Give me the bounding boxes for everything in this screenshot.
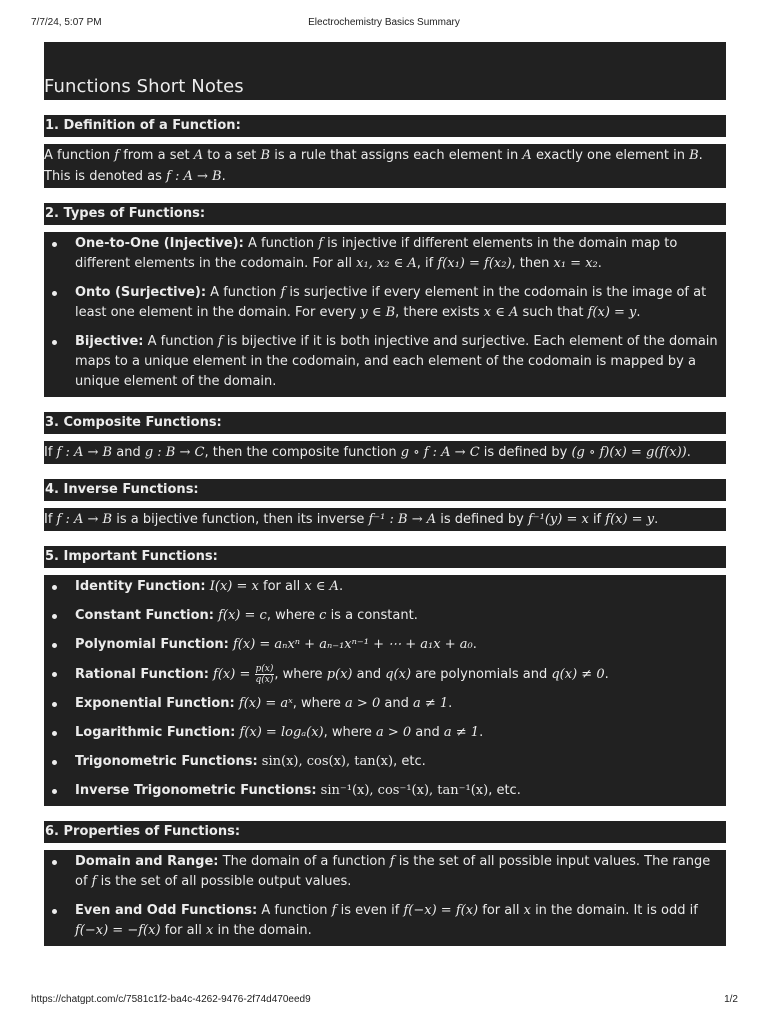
list-item: [44, 635, 722, 655]
item-label: Bijective:: [75, 334, 144, 349]
math: f(x) =: [213, 667, 255, 682]
text: .: [472, 637, 477, 652]
text: The domain of a function: [218, 854, 390, 869]
math: f(x) = aˣ: [238, 696, 293, 711]
print-url: https://chatgpt.com/c/7581c1f2-ba4c-4262-9476-2f74d470eed9: [31, 994, 311, 1005]
text: , etc.: [393, 754, 426, 769]
math: a > 0: [345, 696, 381, 711]
fraction-numerator: p(x): [255, 664, 274, 674]
text: , there exists: [395, 305, 484, 320]
math: f : A → B: [166, 169, 222, 184]
inverse-paragraph: [44, 508, 726, 531]
print-footer: [0, 994, 768, 1008]
math: x₁, x₂ ∈ A: [356, 256, 417, 271]
math: x₁ = x₂: [553, 256, 598, 271]
text: .: [597, 256, 602, 271]
math: I(x) = x: [209, 579, 259, 594]
math: g ∘ f : A → C: [400, 445, 480, 460]
math: sin⁻¹(x), cos⁻¹(x), tan⁻¹(x): [320, 783, 489, 798]
math: f(x) = y: [587, 305, 637, 320]
math: x: [205, 923, 214, 938]
item-label: Polynomial Function:: [75, 637, 229, 652]
composite-paragraph: [44, 441, 726, 464]
math: B: [689, 148, 699, 163]
text: A function: [243, 236, 319, 251]
item-label: One-to-One (Injective):: [75, 236, 244, 251]
text: A function: [44, 148, 115, 163]
math: (g ∘ f)(x) = g(f(x)): [571, 445, 687, 460]
print-page-number: 1/2: [724, 994, 738, 1005]
item-label: Trigonometric Functions:: [75, 754, 258, 769]
text: is a bijective function, then its inverse: [112, 512, 369, 527]
text: is even if: [336, 903, 404, 918]
math: q(x) ≠ 0: [551, 667, 605, 682]
text: .: [654, 512, 659, 527]
text: is the set of all possible output values.: [96, 874, 352, 889]
text: , if: [416, 256, 438, 271]
text: , where: [292, 696, 346, 711]
text: A function: [143, 334, 218, 349]
math: a > 0: [375, 725, 412, 740]
list-item: [44, 283, 722, 323]
print-title: Electrochemistry Basics Summary: [308, 17, 460, 28]
math: f(−x) = −f(x): [75, 923, 161, 938]
math: c: [319, 608, 327, 623]
math: f(x) = y: [605, 512, 655, 527]
text: , where: [323, 725, 376, 740]
text: from a set: [119, 148, 194, 163]
item-label: Identity Function:: [75, 579, 206, 594]
math: a ≠ 1: [412, 696, 449, 711]
item-label: Exponential Function:: [75, 696, 235, 711]
section-heading-composite: 3. Composite Functions:: [44, 412, 726, 434]
math: A: [522, 148, 532, 163]
text: and: [380, 696, 413, 711]
math: x ∈ A: [304, 579, 339, 594]
title-block: [44, 42, 726, 100]
text: are polynomials and: [411, 667, 552, 682]
text: for all: [258, 579, 305, 594]
important-functions-list: [44, 575, 726, 806]
list-item: [44, 694, 722, 714]
text: is a constant.: [326, 608, 418, 623]
list-item: [44, 234, 722, 274]
text: . This is denoted as: [44, 148, 703, 184]
text: If: [44, 512, 57, 527]
text: .: [338, 579, 344, 594]
math: y ∈ B: [360, 305, 396, 320]
fraction-denominator: q(x): [255, 675, 274, 685]
text: for all: [478, 903, 524, 918]
print-header: [0, 17, 768, 31]
list-item: [44, 901, 722, 941]
page-title: Functions Short Notes: [44, 76, 244, 97]
section-heading-inverse: 4. Inverse Functions:: [44, 479, 726, 501]
text: in the domain. It is odd if: [530, 903, 698, 918]
text: .: [479, 725, 484, 740]
list-item: [44, 723, 722, 743]
text: A function: [257, 903, 332, 918]
text: is a rule that assigns each element in: [270, 148, 523, 163]
item-label: Onto (Surjective):: [75, 285, 207, 300]
item-label: Inverse Trigonometric Functions:: [75, 783, 317, 798]
text: is injective if different elements in the domain map to different elements in the codomain. For all: [75, 236, 678, 271]
math: f : A → B: [56, 445, 113, 460]
section-heading-properties: 6. Properties of Functions:: [44, 821, 726, 843]
list-item: [44, 332, 722, 392]
section-heading-important: 5. Important Functions:: [44, 546, 726, 568]
text: .: [448, 696, 453, 711]
math: a ≠ 1: [443, 725, 480, 740]
math: B: [260, 148, 271, 163]
math: f⁻¹ : B → A: [368, 512, 437, 527]
math: f(x) = aₙxⁿ + aₙ₋₁xⁿ⁻¹ + ⋯ + a₁x + a₀: [232, 637, 473, 652]
print-datetime: 7/7/24, 5:07 PM: [31, 17, 102, 28]
text: If: [44, 445, 57, 460]
text: if: [588, 512, 606, 527]
math: f: [114, 148, 120, 163]
item-label: Domain and Range:: [75, 854, 219, 869]
text: is surjective if every element in the codomain is the image of at least one element in the domain. For every: [75, 285, 707, 320]
list-item: [44, 852, 722, 892]
text: .: [221, 169, 226, 184]
math: f(x₁) = f(x₂): [437, 256, 512, 271]
math: p(x): [326, 667, 353, 682]
math: A: [193, 148, 204, 163]
text: , then: [511, 256, 554, 271]
text: is defined by: [436, 512, 528, 527]
text: exactly one element in: [531, 148, 690, 163]
item-label: Constant Function:: [75, 608, 214, 623]
text: for all: [160, 923, 206, 938]
text: is defined by: [479, 445, 572, 460]
list-item: [44, 606, 722, 626]
definition-paragraph: [44, 144, 726, 188]
text: .: [636, 305, 641, 320]
text: , then the composite function: [204, 445, 401, 460]
properties-list: [44, 850, 726, 946]
list-item: [44, 752, 722, 772]
math: f: [318, 236, 324, 251]
list-item: [44, 781, 722, 801]
text: is the set of all possible input values. The range of: [75, 854, 711, 889]
text: in the domain.: [213, 923, 312, 938]
text: .: [604, 667, 609, 682]
text: such that: [518, 305, 588, 320]
math: f: [280, 285, 286, 300]
text: and: [352, 667, 386, 682]
math: f(x) = logₐ(x): [239, 725, 324, 740]
section-heading-types: 2. Types of Functions:: [44, 203, 726, 225]
text: and: [112, 445, 145, 460]
text: , where: [274, 667, 327, 682]
fraction: [255, 664, 275, 685]
math: f: [217, 334, 223, 349]
section-heading-definition: 1. Definition of a Function:: [44, 115, 726, 137]
list-item: [44, 664, 722, 685]
math: q(x): [385, 667, 412, 682]
types-list: [44, 232, 726, 397]
math: x ∈ A: [483, 305, 519, 320]
text: , where: [266, 608, 320, 623]
document-content: [44, 42, 726, 946]
text: , etc.: [488, 783, 521, 798]
text: .: [686, 445, 691, 460]
text: and: [411, 725, 444, 740]
math: f: [331, 903, 337, 918]
text: to a set: [203, 148, 261, 163]
math: x: [523, 903, 531, 918]
item-label: Even and Odd Functions:: [75, 903, 258, 918]
math: f : A → B: [56, 512, 113, 527]
math: f⁻¹(y) = x: [527, 512, 589, 527]
text: is bijective if it is both injective and surjective. Each element of the domain maps to a unique element in the codomain, and each element of the codomain is mapped by a unique element of the domain.: [75, 334, 718, 389]
math: f: [389, 854, 395, 869]
list-item: [44, 577, 722, 597]
math: f(−x) = f(x): [403, 903, 479, 918]
math: g : B → C: [144, 445, 205, 460]
math: f(x) = c: [218, 608, 267, 623]
math: f: [91, 874, 97, 889]
math: sin(x), cos(x), tan(x): [261, 754, 394, 769]
text: A function: [206, 285, 281, 300]
item-label: Logarithmic Function:: [75, 725, 236, 740]
item-label: Rational Function:: [75, 667, 209, 682]
